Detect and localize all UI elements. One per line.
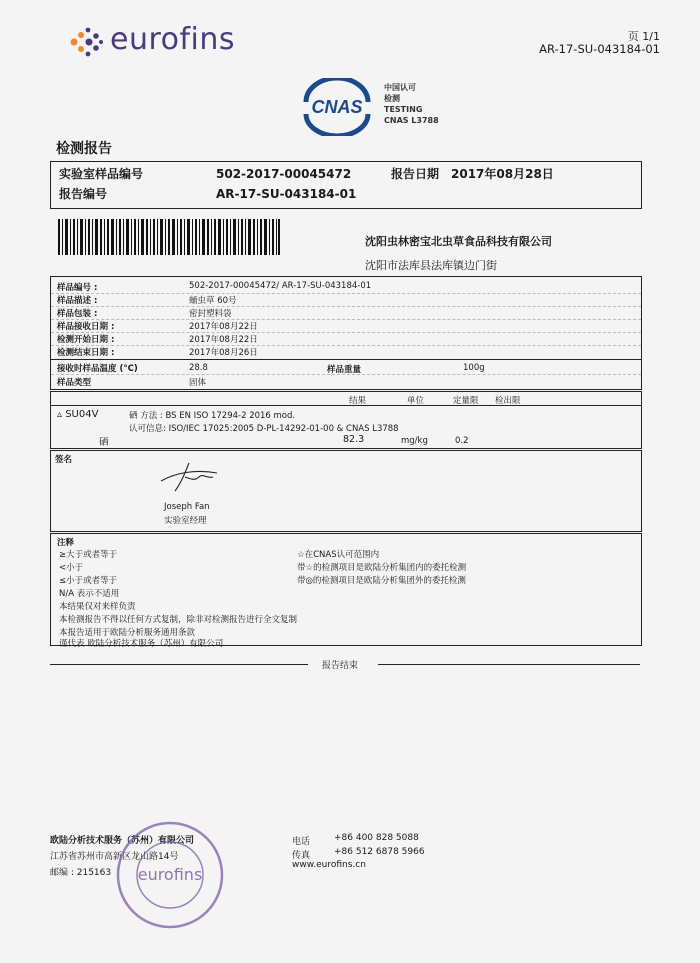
cnas-badge-icon	[298, 78, 376, 136]
note-left-3: N/A 表示不适用	[59, 589, 120, 599]
note-left-7: 谨代表 欧陆分析技术服务（苏州）有限公司	[59, 639, 224, 649]
note-left-4: 本结果仅对来样负责	[59, 602, 136, 612]
report-no-label: 报告编号	[59, 187, 108, 201]
signer-name: Joseph Fan	[164, 502, 210, 512]
note-left-6: 本报告适用于欧陆分析服务通用条款	[59, 628, 196, 638]
sample-label-2: 样品包装 :	[57, 309, 98, 319]
type-label: 样品类型	[57, 378, 92, 388]
sample-value-4: 2017年08月22日	[189, 335, 258, 345]
note-left-1: <小于	[59, 563, 84, 573]
test-accreditation: 认可信息: ISO/IEC 17025:2005 D-PL-14292-01-00 & CNAS L3788	[129, 424, 399, 434]
col-lod: 检出限	[495, 396, 521, 406]
footer-company: 欧陆分析技术服务（苏州）有限公司	[50, 836, 195, 846]
footer-postcode: 邮编 : 215163	[50, 868, 112, 878]
weight-value: 100g	[463, 363, 485, 373]
note-left-5: 本检测报告不得以任何方式复制，除非对检测报告进行全文复制	[59, 615, 298, 625]
sample-label-5: 检测结束日期 :	[57, 348, 115, 358]
type-value: 固体	[189, 378, 207, 388]
signer-title: 实验室经理	[164, 516, 207, 526]
sample-label-4: 检测开始日期 :	[57, 335, 115, 345]
signature-scribble-icon	[155, 459, 225, 493]
sample-value-0: 502-2017-00045472/ AR-17-SU-043184-01	[189, 281, 372, 291]
sample-value-3: 2017年08月22日	[189, 322, 258, 332]
row-divider	[51, 293, 641, 294]
signature-box	[50, 450, 642, 532]
sample-value-2: 密封塑料袋	[189, 309, 232, 319]
cnas-badge-text: CNAS	[311, 97, 363, 117]
col-result: 结果	[349, 396, 367, 406]
report-id-top: AR-17-SU-043184-01	[539, 42, 660, 56]
company-seal-icon	[115, 820, 225, 930]
temp-value: 28.8	[189, 363, 208, 373]
footer-tel-label: 电话	[292, 837, 311, 847]
sample-label-3: 样品接收日期 :	[57, 322, 115, 332]
cnas-line1: 中国认可	[384, 83, 416, 92]
report-no: AR-17-SU-043184-01	[216, 187, 357, 201]
notes-box	[50, 533, 642, 649]
test-code-text: SU04V	[65, 409, 99, 420]
sample-info-box	[50, 276, 642, 390]
report-date: 2017年08月28日	[451, 167, 554, 181]
eurofins-logo: eurofins	[110, 22, 236, 57]
footer-address: 江苏省苏州市高新区龙山路14号	[50, 852, 179, 862]
sample-label-1: 样品描述 :	[57, 296, 98, 306]
footer-fax-label: 传真	[292, 851, 311, 861]
sample-no: 502-2017-00045472	[216, 167, 352, 181]
row-divider	[51, 374, 641, 375]
seal-logo-text: eurofins	[137, 865, 203, 884]
test-code: ▵ SU04V	[57, 409, 99, 420]
end-of-report: 报告结束	[322, 661, 359, 671]
result-loq: 0.2	[455, 436, 469, 446]
cnas-line3: TESTING	[384, 105, 423, 114]
footer-fax: +86 512 6878 5966	[334, 847, 425, 857]
eurofins-logo-dots-icon	[68, 27, 104, 57]
section-divider	[51, 359, 641, 360]
end-line-left	[50, 664, 308, 665]
cnas-info	[384, 82, 439, 126]
sample-no-label: 实验室样品编号	[59, 167, 144, 181]
summary-box	[50, 161, 642, 209]
note-left-2: ≤小于或者等于	[59, 576, 118, 586]
sample-label-0: 样品编号 :	[57, 283, 98, 293]
note-right-0: ☆在CNAS认可范围内	[297, 550, 380, 560]
note-right-2: 带◎的检测项目是欧陆分析集团外的委托检测	[297, 576, 466, 586]
client-name: 沈阳虫林密宝北虫草食品科技有限公司	[365, 235, 552, 248]
client-address: 沈阳市法库县法库镇边门街	[365, 259, 497, 272]
sample-value-5: 2017年08月26日	[189, 348, 258, 358]
note-right-1: 带☆的检测项目是欧陆分析集团内的委托检测	[297, 563, 467, 573]
row-divider	[51, 332, 641, 333]
col-unit: 单位	[407, 396, 425, 406]
analyte-name: 硒	[99, 437, 109, 448]
notes-heading: 注释	[57, 538, 75, 548]
page-number: 页 1/1	[627, 30, 660, 43]
report-date-label: 报告日期	[391, 167, 440, 181]
result-value: 82.3	[343, 434, 365, 445]
col-loq: 定量限	[453, 396, 479, 406]
row-divider	[51, 345, 641, 346]
footer-web: www.eurofins.cn	[292, 860, 366, 870]
cnas-line4: CNAS L3788	[384, 116, 439, 125]
cnas-line2: 检测	[384, 94, 400, 103]
row-divider	[51, 319, 641, 320]
weight-label: 样品重量	[327, 365, 362, 375]
footer-tel: +86 400 828 5088	[334, 833, 419, 843]
results-header-divider	[51, 405, 641, 406]
result-unit: mg/kg	[401, 436, 428, 446]
end-line-right	[378, 664, 640, 665]
sample-value-1: 蛹虫草 60号	[189, 296, 237, 306]
results-box	[50, 391, 642, 449]
barcode-icon	[58, 219, 280, 255]
row-divider	[51, 306, 641, 307]
temp-label: 接收时样品温度 (°C)	[57, 364, 138, 374]
note-left-0: ≥大于或者等于	[59, 550, 118, 560]
test-item-method: 硒 方法 : BS EN ISO 17294-2 2016 mod.	[129, 411, 296, 421]
signature-label: 签名	[55, 455, 73, 465]
page-title: 检测报告	[56, 141, 112, 157]
